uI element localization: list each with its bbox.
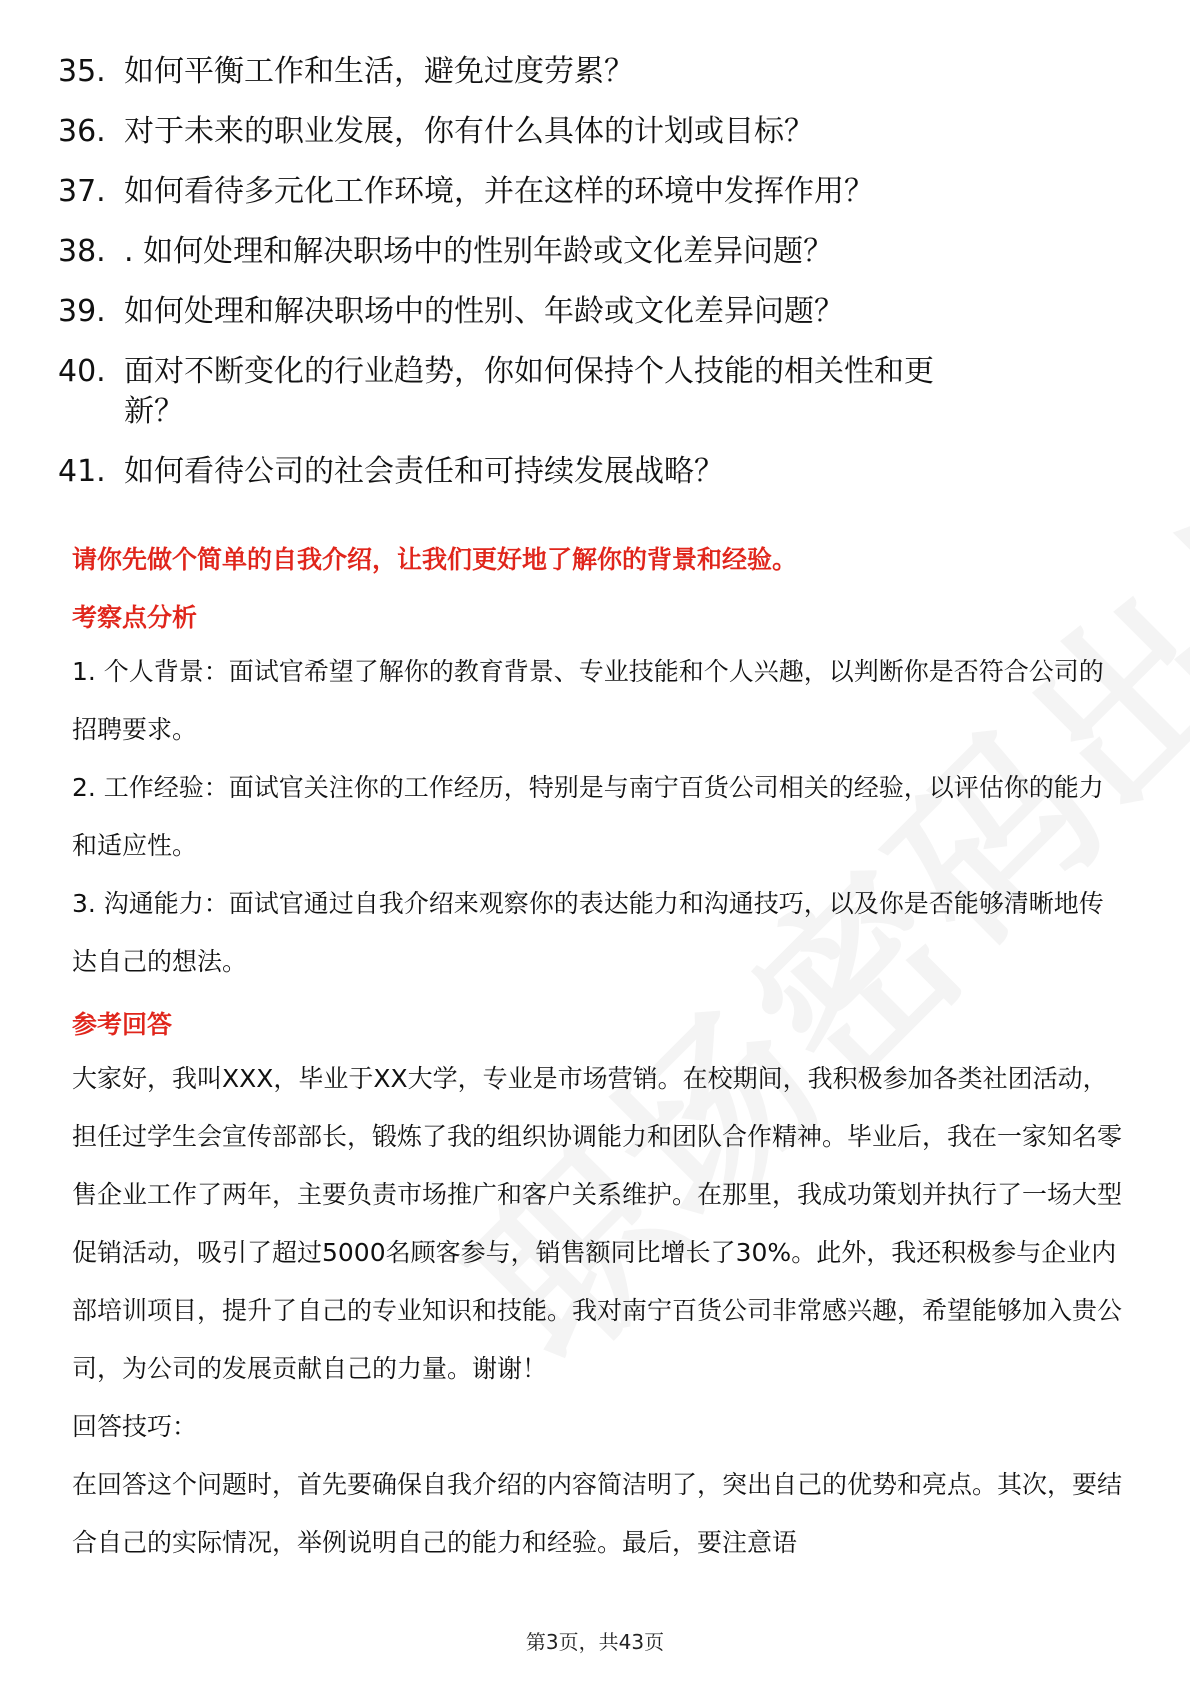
question-text: . 如何处理和解决职场中的性别年龄或文化差异问题？	[124, 234, 834, 269]
question-item	[58, 232, 1118, 272]
page-number: 第3页，共43页	[525, 1630, 665, 1654]
question-item	[58, 172, 1118, 212]
question-item	[58, 112, 1118, 152]
analysis-heading: 考察点分析	[72, 603, 198, 632]
question-number: 39.	[58, 294, 106, 329]
reference-answer: 大家好，我叫XXX，毕业于XX大学，专业是市场营销。在校期间，我积极参加各类社团活动，担任过学生会宣传部部长，锻炼了我的组织协调能力和团队合作精神。毕业后，我在一家知名零售企业工作了两年，主要负责市场推广和客户关系维护。在那里，我成功策划并执行了一场大型促销活动，吸引了超过5000名顾客参与，销售额同比增长了30%。此外，我还积极参与企业内部培训项目，提升了自己的专业知识和技能。我对南宁百货公司非常感兴趣，希望能够加入贵公司，为公司的发展贡献自己的力量。谢谢！	[72, 1064, 1123, 1383]
question-number: 41.	[58, 454, 106, 489]
tips-text: 在回答这个问题时，首先要确保自我介绍的内容简洁明了，突出自己的优势和亮点。其次，要结合自己的实际情况，举例说明自己的能力和经验。最后，要注意语	[72, 1470, 1123, 1557]
question-number: 40.	[58, 354, 106, 389]
analysis-point: 2. 工作经验：面试官关注你的工作经历，特别是与南宁百货公司相关的经验，以评估你的能力和适应性。	[72, 773, 1104, 860]
question-text: 如何看待公司的社会责任和可持续发展战略？	[124, 454, 724, 489]
question-text: 如何看待多元化工作环境，并在这样的环境中发挥作用？	[124, 174, 874, 209]
question-list	[58, 52, 1118, 512]
reference-heading: 参考回答	[72, 1010, 173, 1039]
interview-question-heading: 请你先做个简单的自我介绍，让我们更好地了解你的背景和经验。	[72, 545, 798, 574]
question-number: 38.	[58, 234, 106, 269]
question-text: 面对不断变化的行业趋势，你如何保持个人技能的相关性和更新？	[124, 354, 934, 429]
question-item	[58, 292, 1118, 332]
analysis-point: 1. 个人背景：面试官希望了解你的教育背景、专业技能和个人兴趣，以判断你是否符合公司的招聘要求。	[72, 657, 1104, 744]
question-text: 对于未来的职业发展，你有什么具体的计划或目标？	[124, 114, 814, 149]
question-number: 36.	[58, 114, 106, 149]
question-item	[58, 452, 1118, 492]
question-item	[58, 352, 1118, 432]
analysis-point: 3. 沟通能力：面试官通过自我介绍来观察你的表达能力和沟通技巧，以及你是否能够清晰地传达自己的想法。	[72, 889, 1104, 976]
question-number: 35.	[58, 54, 106, 89]
analysis-section	[72, 598, 1122, 991]
reference-section	[72, 1005, 1122, 1572]
tips-label: 回答技巧：	[72, 1412, 198, 1441]
question-number: 37.	[58, 174, 106, 209]
question-item	[58, 52, 1118, 92]
interview-question-section	[72, 540, 1122, 580]
question-text: 如何平衡工作和生活，避免过度劳累？	[124, 54, 634, 89]
question-text: 如何处理和解决职场中的性别、年龄或文化差异问题？	[124, 294, 844, 329]
